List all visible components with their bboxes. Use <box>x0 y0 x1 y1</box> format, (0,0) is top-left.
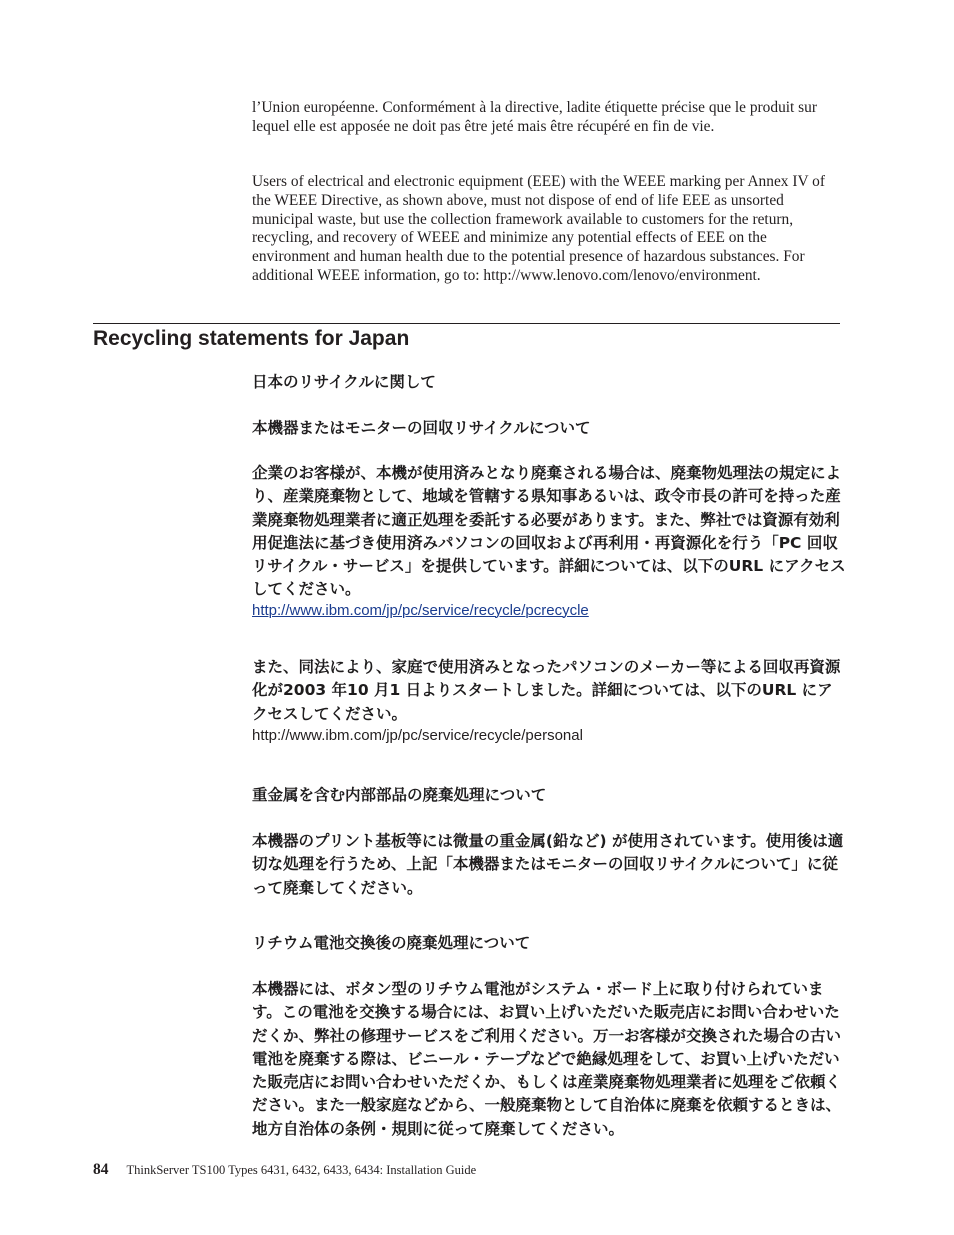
body-paragraph-eu-label: l’Union européenne. Conformément à la directive, ladite étiquette précise que le produit sur lequel elle est apposée ne doit pas être jeté mais être récupéré en fin de vie. <box>252 99 817 135</box>
page-footer <box>93 1161 476 1179</box>
japanese-paragraph-lithium-battery: 本機器には、ボタン型のリチウム電池がシステム・ボード上に取り付けられています。この電池を交換する場合には、お買い上げいただいた販売店にお問い合わせいただくか、弊社の修理サービスをご利用ください。万一お客様が交換された場合の古い電池を廃棄する際は、ビニール・テープなどで絶縁処理をして、お買い上げいただいた販売店にお問い合わせいただくか、もしくは産業廃棄物処理業者に処理をご依頼ください。また一般家庭などから、一般廃棄物として自治体に廃棄を依頼するときは、地方自治体の条例・規則に従って廃棄してください。 <box>252 980 842 1138</box>
section-heading: Recycling statements for Japan <box>93 327 410 350</box>
japanese-paragraph-heavy-metals: 本機器のプリント基板等には微量の重金属(鉛など) が使用されています。使用後は適切な処理を行うため、上記「本機器またはモニターの回収リサイクルについて」に従って廃棄してください。 <box>252 832 844 897</box>
pc-recycle-url[interactable] <box>252 601 589 621</box>
personal-recycle-url-text: http://www.ibm.com/jp/pc/service/recycle/personal <box>252 727 583 744</box>
japanese-heading-heavy-metals: 重金属を含む内部部品の廃棄処理について <box>252 786 547 804</box>
japanese-heading-lithium-battery: リチウム電池交換後の廃棄処理について <box>252 934 531 952</box>
japanese-heading-recycling: 日本のリサイクルに関して <box>252 373 436 391</box>
page-number: 84 <box>93 1161 109 1178</box>
japanese-heading-collection: 本機器またはモニターの回収リサイクルについて <box>252 419 591 437</box>
japanese-paragraph-business-customers: 企業のお客様が、本機が使用済みとなり廃棄される場合は、廃棄物処理法の規定により、産業廃棄物として、地域を管轄する県知事あるいは、政令市長の許可を持った産業廃棄物処理業者に適正処理を委託する必要があります。また、弊社では資源有効利用促進法に基づき使用済みパソコンの回収および再利用・再資源化を行う「PC 回収リサイクル・サービス」を提供しています。詳細については、以下のURL にアクセスしてください。 <box>252 464 846 599</box>
personal-recycle-url <box>252 726 583 746</box>
pc-recycle-link[interactable]: http://www.ibm.com/jp/pc/service/recycle/pcrecycle <box>252 602 589 619</box>
body-paragraph-weee-users: Users of electrical and electronic equipment (EEE) with the WEEE marking per Annex IV of the WEEE Directive, as shown above, must not dispose of end of life EEE as unsorted municipal waste, but use the collection framework available to customers for the return, recycling, and recovery of WEEE and minimize any potential effects of EEE on the environment and human health due to the potential presence of hazardous substances. For additional WEEE information, go to: http://www.lenovo.com/lenovo/environment. <box>252 173 825 284</box>
section-divider <box>93 323 840 324</box>
japanese-paragraph-household: また、同法により、家庭で使用済みとなったパソコンのメーカー等による回収再資源化が2003 年10 月1 日よりスタートしました。詳細については、以下のURL にアクセスしてください。 <box>252 658 841 723</box>
document-title: ThinkServer TS100 Types 6431, 6432, 6433, 6434: Installation Guide <box>126 1163 477 1177</box>
